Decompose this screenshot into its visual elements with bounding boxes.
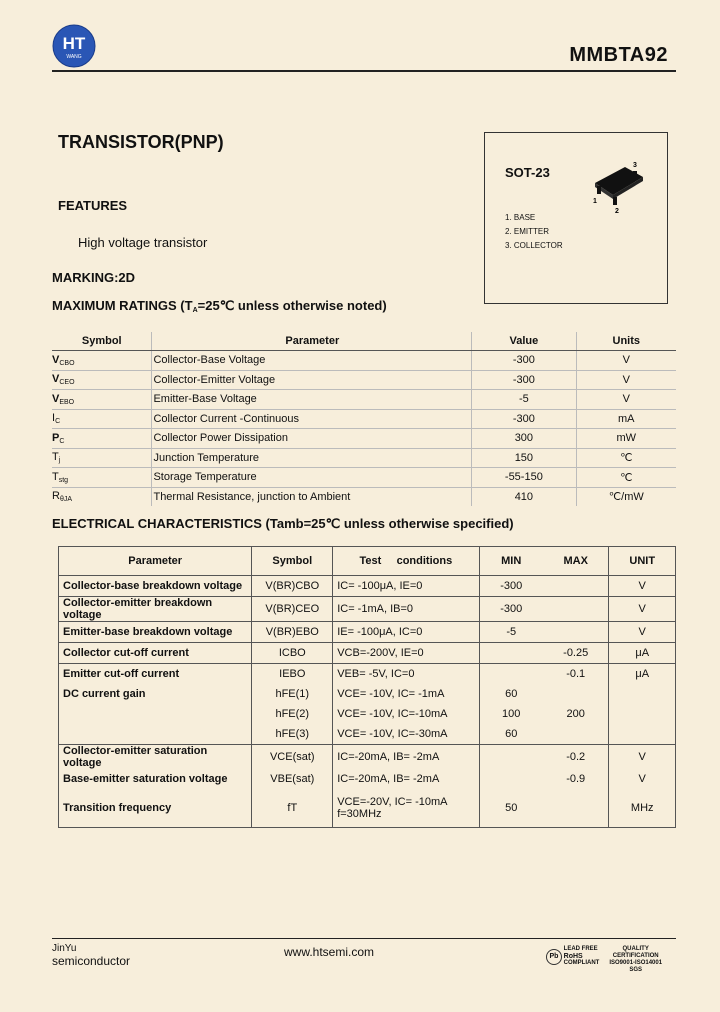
table-row: Base-emitter saturation voltage VBE(sat) IC=-20mA, IB= -2mA -0.9 V [59, 769, 676, 789]
table-header-row [52, 332, 676, 351]
table-row: Transition frequency fT VCE=-20V, IC= -10mA f=30MHz 50 MHz [59, 789, 676, 828]
col-header: Value [472, 332, 576, 351]
table-row: $V_{EBO}$ Emitter-Base Voltage -5 V [52, 390, 676, 410]
part-number: MMBTA92 [569, 44, 668, 66]
table-row: Collector-emitter breakdown voltage V(BR)CEO IC= -1mA, IB=0 -300 V [59, 597, 676, 622]
feature-item: High voltage transistor [78, 235, 208, 250]
max-ratings-heading: MAXIMUM RATINGS ($T_A=25℃$ unless otherwise noted) [52, 298, 387, 314]
sot23-package-icon [585, 155, 655, 215]
pin-list [505, 211, 563, 253]
table-row: $P_C$ Collector Power Dissipation 300 mW [52, 429, 676, 449]
header-rule [52, 70, 676, 72]
table-header-row [59, 547, 676, 576]
package-name: SOT-23 [505, 165, 550, 180]
company-subname: semiconductor [52, 954, 131, 968]
package-box [484, 132, 668, 304]
website-link[interactable]: www.htsemi.com [284, 945, 375, 959]
pin-number-1: 1 [593, 198, 597, 205]
company-logo [52, 24, 96, 68]
table-row: Collector cut-off current ICBO VCB=-200V, IE=0 -0.25 μA [59, 643, 676, 664]
col-header: Parameter [152, 332, 472, 351]
logo-text: HT [62, 34, 86, 53]
col-header: MAX [543, 547, 609, 576]
pin-3: 3. COLLECTOR [505, 241, 563, 250]
electrical-heading: ELECTRICAL CHARACTERISTICS (Tamb=25℃ unless otherwise specified) [52, 516, 514, 531]
electrical-table [58, 546, 676, 828]
col-header: Parameter [59, 547, 252, 576]
table-row: Collector-emitter saturation voltage VCE(sat) IC=-20mA, IB= -2mA -0.2 V [59, 745, 676, 770]
table-row: $V_{CEO}$ Collector-Emitter Voltage -300 V [52, 370, 676, 390]
table-row: hFE(2) VCE= -10V, IC=-10mA 100 200 [59, 704, 676, 724]
col-header: Symbol [252, 547, 333, 576]
page-title: TRANSISTOR(PNP) [58, 132, 224, 152]
table-row: $V_{CBO}$ Collector-Base Voltage -300 V [52, 351, 676, 371]
pin-1: 1. BASE [505, 213, 536, 222]
col-header: Test conditions [333, 547, 479, 576]
table-row: DC current gain hFE(1) VCE= -10V, IC= -1mA 60 [59, 684, 676, 704]
logo-subtext: WANG [66, 54, 82, 60]
pb-free-icon: Pb [546, 949, 562, 965]
company-name: JinYu [52, 943, 77, 954]
table-row: $T_{stg}$ Storage Temperature -55-150 ℃ [52, 468, 676, 488]
marking: MARKING:2D [52, 270, 136, 285]
table-row: Collector-base breakdown voltage V(BR)CBO IC= -100μA, IE=0 -300 V [59, 576, 676, 597]
pin-2: 2. EMITTER [505, 227, 550, 236]
table-row: $T_j$ Junction Temperature 150 ℃ [52, 448, 676, 468]
table-row: $I_C$ Collector Current -Continuous -300 mA [52, 409, 676, 429]
col-header: Symbol [52, 332, 152, 351]
certification-badges: Pb LEAD FREE RoHS COMPLIANT QUALITY CERTIFICATION ISO9001-ISO14001 SGS [546, 946, 662, 974]
col-header: Units [576, 332, 676, 351]
features-label: FEATURES [58, 198, 128, 213]
max-ratings-table [52, 332, 676, 506]
table-row: hFE(3) VCE= -10V, IC=-30mA 60 [59, 724, 676, 745]
col-header: UNIT [609, 547, 676, 576]
table-row: Emitter-base breakdown voltage V(BR)EBO IE= -100μA, IC=0 -5 V [59, 622, 676, 643]
table-row: $R_{\theta JA}$ Thermal Resistance, junction to Ambient 410 ℃/mW [52, 487, 676, 506]
pin-number-2: 2 [615, 208, 619, 215]
table-row: Emitter cut-off current IEBO VEB= -5V, IC=0 -0.1 μA [59, 664, 676, 685]
pin-number-3: 3 [633, 162, 637, 169]
col-header: MIN [479, 547, 543, 576]
footer-rule [52, 938, 676, 939]
